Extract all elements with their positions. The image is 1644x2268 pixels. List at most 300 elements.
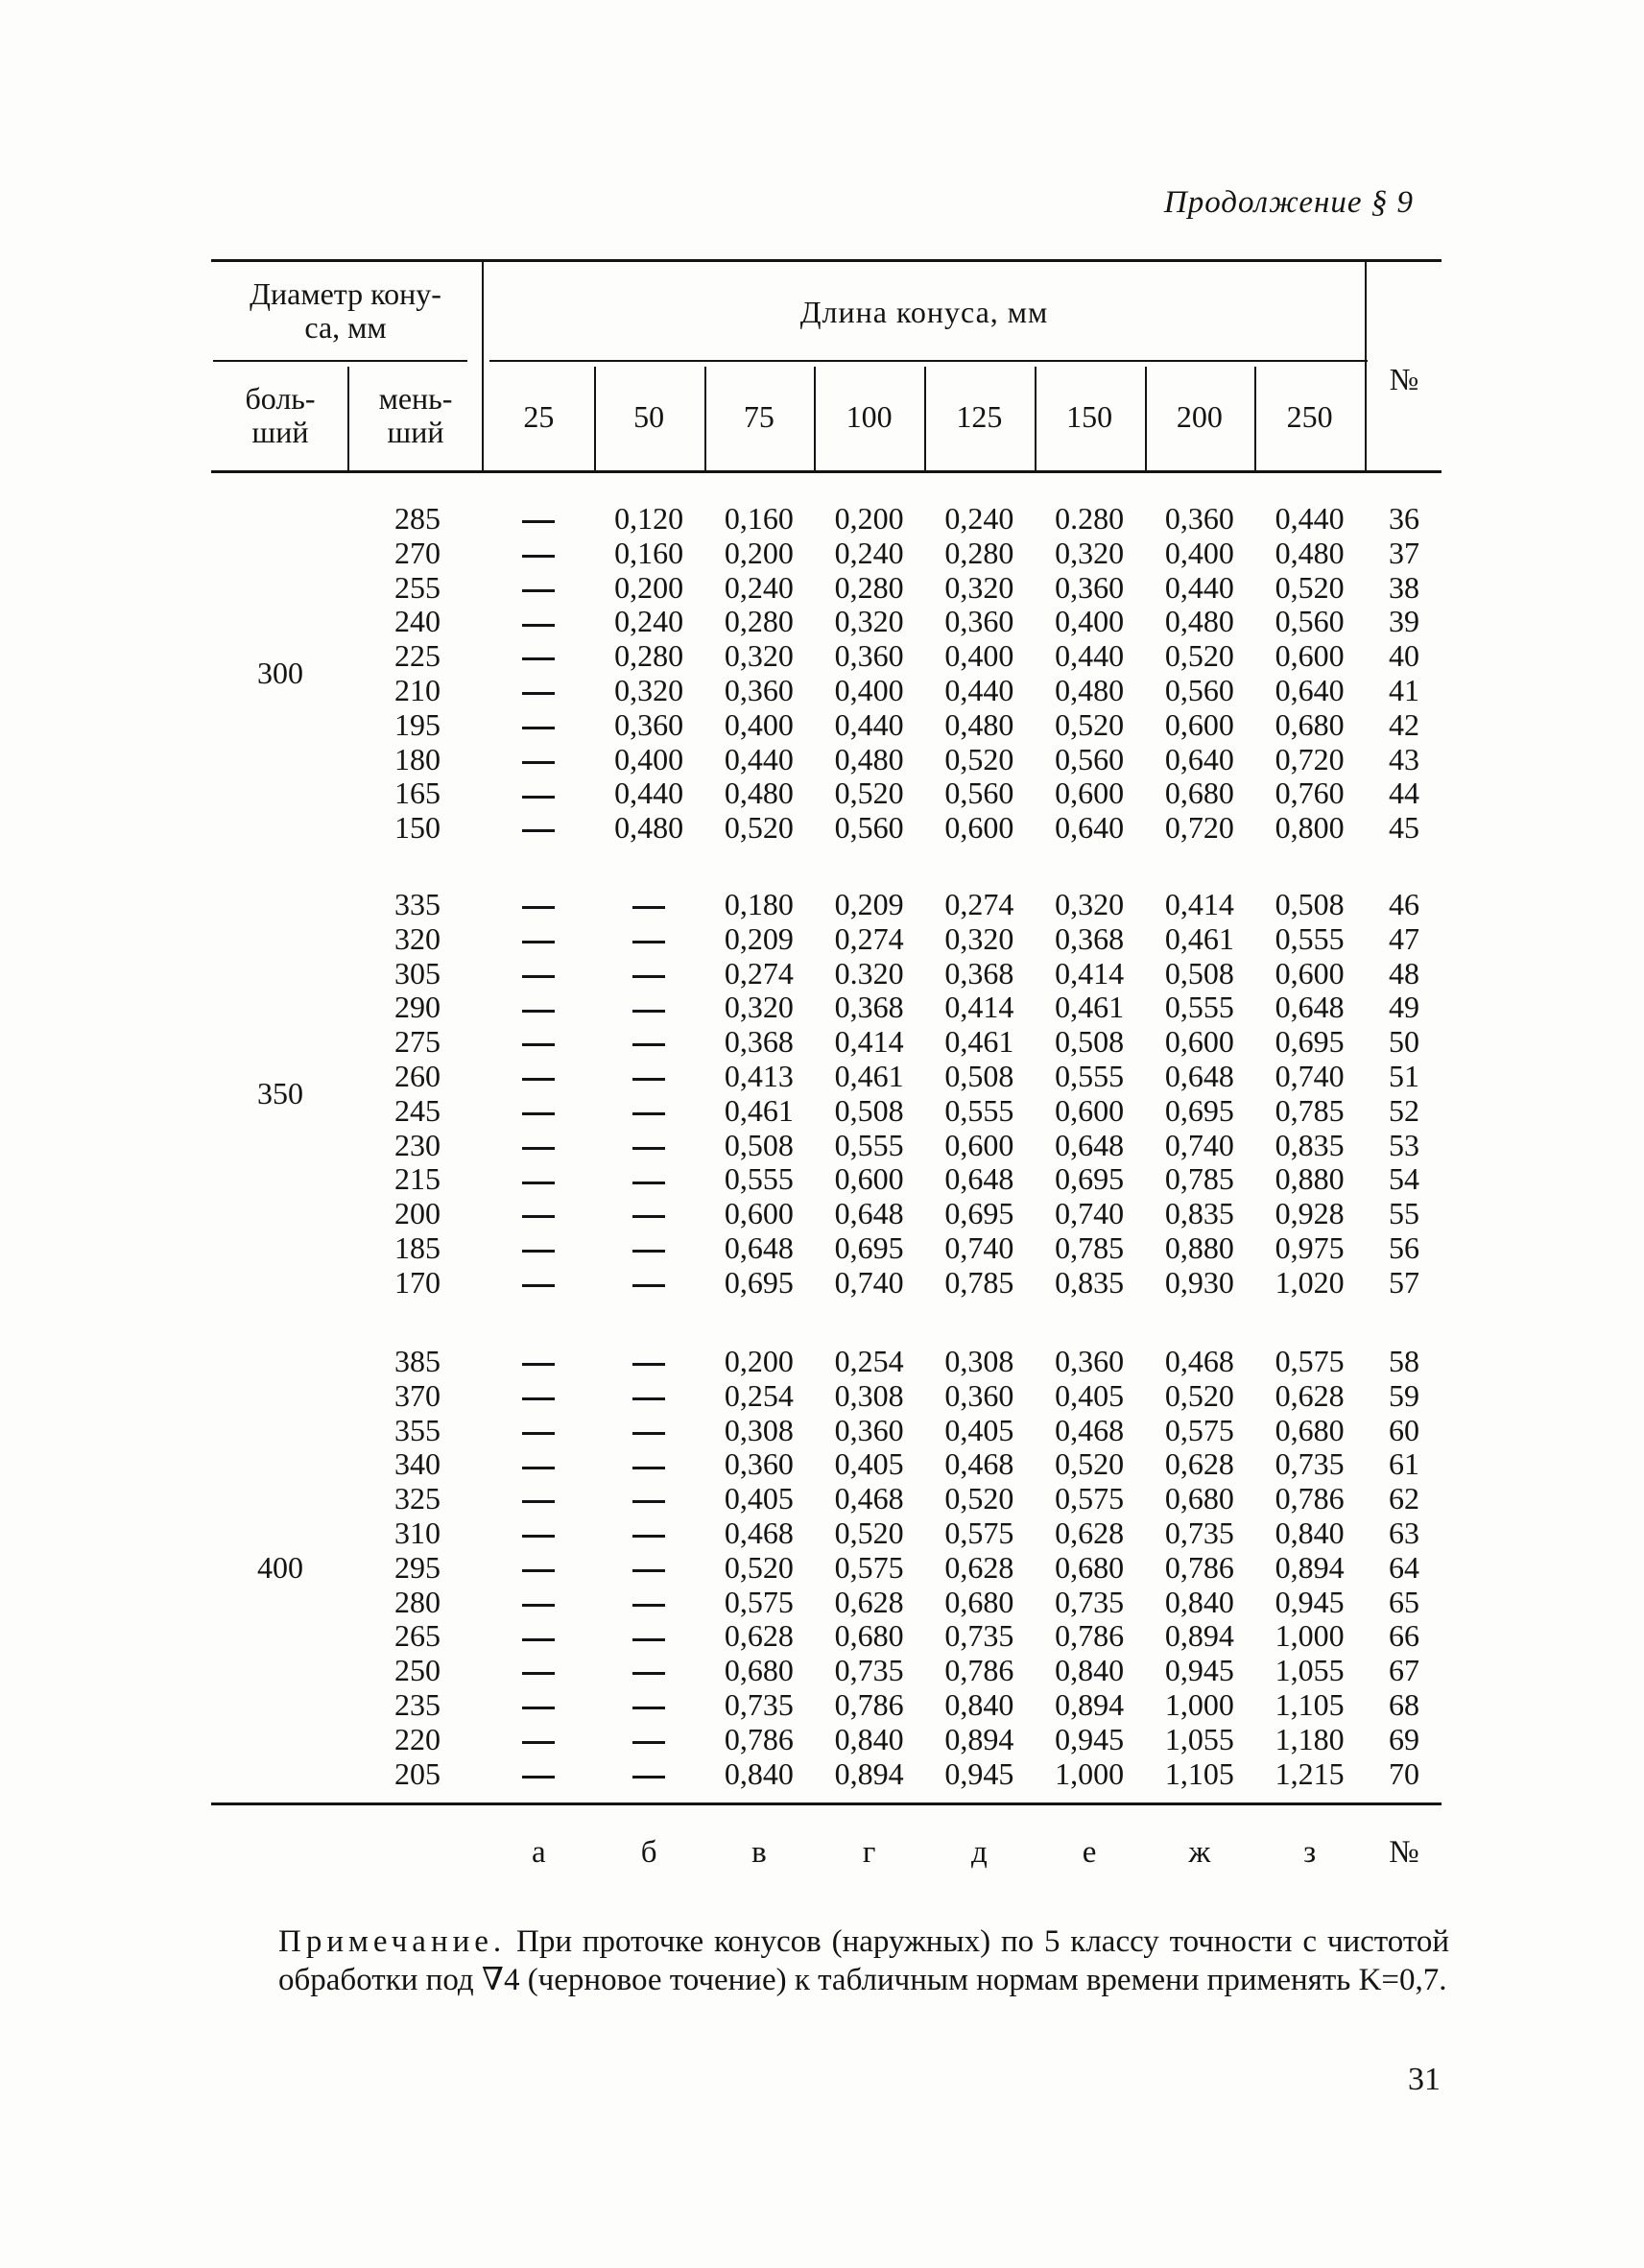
row-number: 63 <box>1389 1516 1419 1550</box>
column-letter: б <box>640 1835 657 1870</box>
time-value: 0,240 <box>944 501 1014 536</box>
dash-mark <box>522 657 555 660</box>
smaller-diameter: 320 <box>394 920 441 956</box>
time-value: 0,520 <box>1164 1377 1234 1413</box>
column-letter: ж <box>1188 1835 1211 1870</box>
time-value <box>484 1196 594 1230</box>
time-value: 0,360 <box>724 1446 794 1482</box>
time-value: 0,735 <box>944 1618 1014 1654</box>
time-value: 0,975 <box>1275 1230 1345 1265</box>
time-value: 0,440 <box>1275 501 1345 536</box>
smaller-diameter: 260 <box>394 1059 441 1093</box>
dash-mark <box>522 1043 555 1046</box>
time-value <box>594 1446 704 1481</box>
dash-mark <box>632 1707 665 1709</box>
time-value: 0,680 <box>834 1618 904 1654</box>
smaller-diameter: 290 <box>394 990 441 1025</box>
time-value: 0,120 <box>614 501 684 536</box>
time-value: 0,508 <box>1275 887 1345 921</box>
time-value: 0,680 <box>944 1584 1014 1619</box>
time-value <box>594 990 704 1024</box>
smaller-diameter: 255 <box>394 569 441 605</box>
number-header: № <box>1389 361 1419 396</box>
time-value <box>594 1230 704 1265</box>
time-value: 0,575 <box>1055 1481 1125 1516</box>
time-value <box>594 1344 704 1378</box>
time-value: 0,440 <box>614 776 684 811</box>
time-value: 0,575 <box>944 1516 1014 1550</box>
time-value <box>594 1550 704 1585</box>
time-value: 0,894 <box>1275 1549 1345 1585</box>
row-number: 55 <box>1389 1196 1419 1231</box>
time-value: 0,400 <box>834 673 904 707</box>
larger-diameter: 400 <box>257 1549 303 1585</box>
time-value: 0,468 <box>1055 1412 1125 1447</box>
dash-mark <box>522 1215 555 1218</box>
time-value: 0,835 <box>1055 1264 1125 1300</box>
time-value: 0,760 <box>1275 776 1345 811</box>
time-value: 0,680 <box>1055 1549 1125 1585</box>
time-value: 0,280 <box>614 638 684 674</box>
time-value: 0,880 <box>1164 1230 1234 1265</box>
time-value: 0,640 <box>1164 741 1234 776</box>
length-header: Длина конуса, мм <box>799 294 1049 329</box>
time-value <box>484 1653 594 1687</box>
time-value: 0,680 <box>1275 1412 1345 1447</box>
dash-mark <box>632 1638 665 1641</box>
dash-mark <box>522 1010 555 1013</box>
row-number: 67 <box>1389 1653 1419 1688</box>
time-value: 0,600 <box>944 1127 1014 1162</box>
time-value: 0,560 <box>1055 741 1125 776</box>
time-value <box>484 501 594 536</box>
time-value: 0,680 <box>1164 776 1234 811</box>
time-value: 0,628 <box>1275 1377 1345 1413</box>
dash-mark <box>632 1397 665 1400</box>
smaller-diameter: 220 <box>394 1721 441 1756</box>
time-value: 0,508 <box>1164 955 1234 991</box>
time-value: 0,480 <box>724 776 794 811</box>
time-value: 0,628 <box>944 1549 1014 1585</box>
time-value: 0,274 <box>724 955 794 991</box>
time-value: 0,461 <box>724 1092 794 1128</box>
time-value: 0,274 <box>944 887 1014 921</box>
time-value: 0,555 <box>724 1161 794 1197</box>
time-value: 0,800 <box>1275 810 1345 846</box>
smaller-diameter: 370 <box>394 1377 441 1413</box>
time-value: 0,575 <box>834 1549 904 1585</box>
dash-mark <box>632 1432 665 1435</box>
time-value: 0,600 <box>1164 1024 1234 1060</box>
dash-mark <box>632 1467 665 1469</box>
time-value: 0,640 <box>1055 810 1125 846</box>
smaller-diameter: 165 <box>394 776 441 811</box>
row-number: 41 <box>1389 673 1419 707</box>
time-value: 0,368 <box>1055 920 1125 956</box>
time-value: 0,735 <box>1275 1446 1345 1482</box>
time-value: 0,468 <box>834 1481 904 1516</box>
time-value <box>594 1024 704 1059</box>
time-value <box>484 1516 594 1550</box>
time-value: 0,520 <box>724 1549 794 1585</box>
larger-diameter: 350 <box>257 1075 303 1110</box>
dash-mark <box>522 941 555 943</box>
time-value: 0,555 <box>1275 920 1345 956</box>
time-value: 0,508 <box>724 1127 794 1162</box>
time-value <box>594 1585 704 1619</box>
smaller-diameter: 265 <box>394 1618 441 1654</box>
time-value <box>484 1024 594 1059</box>
smaller-diameter: 250 <box>394 1653 441 1688</box>
time-value: 0,520 <box>1055 1446 1125 1482</box>
smaller-diameter: 150 <box>394 810 441 846</box>
time-value: 0,740 <box>1275 1059 1345 1093</box>
time-value: 0,928 <box>1275 1196 1345 1231</box>
time-value: 1,055 <box>1275 1653 1345 1688</box>
smaller-diameter: 270 <box>394 535 441 570</box>
time-value: 0,400 <box>724 706 794 742</box>
dash-mark <box>632 1284 665 1287</box>
time-value: 0,520 <box>834 776 904 811</box>
time-value: 0,360 <box>1055 569 1125 605</box>
dash-mark <box>522 1397 555 1400</box>
dash-mark <box>632 941 665 943</box>
row-number: 57 <box>1389 1264 1419 1300</box>
time-value: 0,480 <box>614 810 684 846</box>
time-value: 0,560 <box>834 810 904 846</box>
dash-mark <box>522 1250 555 1253</box>
smaller-diameter: 185 <box>394 1230 441 1265</box>
dash-mark <box>522 1707 555 1709</box>
time-value: 0,648 <box>1164 1059 1234 1093</box>
time-value: 0,600 <box>1055 776 1125 811</box>
time-value <box>484 604 594 638</box>
row-number: 42 <box>1389 706 1419 742</box>
row-number: 56 <box>1389 1230 1419 1265</box>
time-value: 0,320 <box>944 920 1014 956</box>
time-value: 0,785 <box>1164 1161 1234 1197</box>
smaller-diameter: 180 <box>394 741 441 776</box>
time-value <box>484 1128 594 1162</box>
column-letter: № <box>1389 1835 1419 1870</box>
time-value: 0,360 <box>724 673 794 707</box>
smaller-diameter: 170 <box>394 1264 441 1300</box>
time-value: 0,600 <box>1275 955 1345 991</box>
smaller-diameter: 205 <box>394 1755 441 1791</box>
time-value: 0,648 <box>1275 990 1345 1025</box>
time-value: 0,254 <box>834 1344 904 1378</box>
smaller-diameter: 215 <box>394 1161 441 1197</box>
time-value: 0,400 <box>614 741 684 776</box>
row-number: 59 <box>1389 1377 1419 1413</box>
time-value: 0,480 <box>834 741 904 776</box>
time-value <box>594 1128 704 1162</box>
time-value: 0,320 <box>724 638 794 674</box>
time-value: 0,695 <box>834 1230 904 1265</box>
time-value: 0,680 <box>724 1653 794 1688</box>
time-value <box>484 1344 594 1378</box>
time-value <box>594 1378 704 1413</box>
row-number: 50 <box>1389 1024 1419 1060</box>
time-value <box>484 1550 594 1585</box>
time-value: 0,648 <box>834 1196 904 1231</box>
time-value <box>484 810 594 845</box>
time-value: 0,413 <box>724 1059 794 1093</box>
row-number: 39 <box>1389 604 1419 639</box>
time-value: 0,440 <box>944 673 1014 707</box>
dash-mark <box>522 829 555 832</box>
time-value: 0,740 <box>834 1264 904 1300</box>
smaller-diameter: 240 <box>394 604 441 639</box>
length-col-header: 200 <box>1176 398 1223 434</box>
time-value: 0,360 <box>834 1412 904 1447</box>
time-value: 0,508 <box>834 1092 904 1128</box>
time-value: 0,320 <box>1055 887 1125 921</box>
time-value: 0,160 <box>614 535 684 570</box>
smaller-diameter: 385 <box>394 1344 441 1378</box>
row-number: 45 <box>1389 810 1419 846</box>
smaller-diameter: 335 <box>394 887 441 921</box>
length-col-header: 250 <box>1286 398 1333 434</box>
diameter-sub-rule <box>213 360 467 362</box>
table-bottom-rule <box>211 1802 1441 1805</box>
time-value <box>484 1059 594 1093</box>
time-value <box>484 638 594 673</box>
time-value: 0,740 <box>1164 1127 1234 1162</box>
page-number: 31 <box>1408 2062 1441 2097</box>
time-value: 0,648 <box>724 1230 794 1265</box>
row-number: 68 <box>1389 1687 1419 1722</box>
time-value: 0,520 <box>944 741 1014 776</box>
time-value: 0,894 <box>1164 1618 1234 1654</box>
row-number: 37 <box>1389 535 1419 570</box>
time-value <box>484 990 594 1024</box>
time-value <box>594 1481 704 1516</box>
time-value: 0,400 <box>1164 535 1234 570</box>
time-value: 0,254 <box>724 1377 794 1413</box>
row-number: 49 <box>1389 990 1419 1025</box>
smaller-diameter: 210 <box>394 673 441 707</box>
time-value: 0,200 <box>724 535 794 570</box>
time-value: 0,735 <box>724 1687 794 1722</box>
time-value: 0,480 <box>1275 535 1345 570</box>
time-value: 0,200 <box>724 1344 794 1378</box>
time-value: 0,560 <box>1275 604 1345 639</box>
time-value: 0,628 <box>834 1584 904 1619</box>
time-value: 0,480 <box>1055 673 1125 707</box>
length-col-header: 50 <box>633 398 665 434</box>
time-value: 0,628 <box>1055 1516 1125 1550</box>
time-value <box>594 1653 704 1687</box>
time-value: 0,695 <box>1164 1092 1234 1128</box>
dash-mark <box>522 1569 555 1572</box>
note-lead: Примечание. <box>278 1924 507 1959</box>
dash-mark <box>632 1500 665 1503</box>
time-value: 0,575 <box>724 1584 794 1619</box>
dash-mark <box>522 761 555 764</box>
time-value: 0,480 <box>1164 604 1234 639</box>
time-value: 0,680 <box>1275 706 1345 742</box>
time-value: 0,280 <box>834 569 904 605</box>
time-value: 0,360 <box>1164 501 1234 536</box>
time-value <box>594 1687 704 1722</box>
smaller-diameter: 230 <box>394 1127 441 1162</box>
time-value: 0,461 <box>834 1059 904 1093</box>
time-value <box>484 1230 594 1265</box>
time-value: 1,000 <box>1055 1755 1125 1791</box>
dash-mark <box>632 1010 665 1013</box>
time-value <box>594 1059 704 1093</box>
dash-mark <box>522 589 555 592</box>
column-letter: д <box>970 1835 988 1870</box>
smaller-diameter: 305 <box>394 955 441 991</box>
time-value: 0,945 <box>944 1755 1014 1791</box>
dash-mark <box>632 906 665 909</box>
time-value: 0,520 <box>724 810 794 846</box>
time-value: 0,368 <box>834 990 904 1025</box>
time-value: 0,735 <box>1164 1516 1234 1550</box>
time-value <box>484 887 594 921</box>
time-value: 0,945 <box>1055 1721 1125 1756</box>
continuation-heading: Продолжение § 9 <box>1163 185 1414 220</box>
row-number: 40 <box>1389 638 1419 674</box>
time-value <box>594 1093 704 1128</box>
length-col-header: 25 <box>523 398 555 434</box>
smaller-diameter: 275 <box>394 1024 441 1060</box>
time-value: 0,400 <box>1055 604 1125 639</box>
time-value: 0,508 <box>1055 1024 1125 1060</box>
time-value: 0,785 <box>1055 1230 1125 1265</box>
time-value: 0,461 <box>944 1024 1014 1060</box>
dash-mark <box>522 624 555 627</box>
dash-mark <box>522 1741 555 1744</box>
dash-mark <box>522 727 555 729</box>
time-value: 0,648 <box>1055 1127 1125 1162</box>
larger-diameter: 300 <box>257 656 303 691</box>
time-value: 0,405 <box>944 1412 1014 1447</box>
smaller-diameter: 355 <box>394 1412 441 1447</box>
time-value: 0,274 <box>834 920 904 956</box>
time-value: 0,180 <box>724 887 794 921</box>
dash-mark <box>522 1078 555 1081</box>
time-value: 0,785 <box>944 1264 1014 1300</box>
time-value: 0,840 <box>724 1755 794 1791</box>
time-value <box>594 1756 704 1791</box>
header-bottom-rule <box>211 470 1441 473</box>
row-number: 70 <box>1389 1755 1419 1791</box>
time-value: 0,520 <box>1055 706 1125 742</box>
dash-mark <box>522 1182 555 1184</box>
time-value: 0,600 <box>1275 638 1345 674</box>
time-value: 0,368 <box>724 1024 794 1060</box>
time-value: 0,440 <box>1055 638 1125 674</box>
time-value: 0,560 <box>944 776 1014 811</box>
note-paragraph <box>278 1922 1449 1999</box>
row-number: 43 <box>1389 741 1419 776</box>
column-letter: в <box>751 1835 767 1870</box>
dash-mark <box>522 1112 555 1115</box>
row-number: 60 <box>1389 1412 1419 1447</box>
time-value: 0,200 <box>614 569 684 605</box>
time-value: 0,560 <box>1164 673 1234 707</box>
time-value: 0,405 <box>724 1481 794 1516</box>
time-value: 0,320 <box>614 673 684 707</box>
time-value: 0,200 <box>834 501 904 536</box>
time-value: 0,320 <box>1055 535 1125 570</box>
smaller-diameter: 245 <box>394 1092 441 1128</box>
column-letter: г <box>862 1835 876 1870</box>
time-value <box>594 1161 704 1196</box>
time-value: 0,400 <box>944 638 1014 674</box>
time-value: 0,945 <box>1164 1653 1234 1688</box>
time-value: 0,735 <box>834 1653 904 1688</box>
time-value: 0,600 <box>944 810 1014 846</box>
time-value: 0,786 <box>1275 1481 1345 1516</box>
time-value: 0,555 <box>944 1092 1014 1128</box>
row-number: 51 <box>1389 1059 1419 1093</box>
time-value: 0,468 <box>724 1516 794 1550</box>
time-value: 0,240 <box>834 535 904 570</box>
time-value <box>484 921 594 956</box>
time-value: 0,240 <box>724 569 794 605</box>
smaller-diameter: 285 <box>394 501 441 536</box>
time-value: 1,105 <box>1164 1755 1234 1791</box>
time-value <box>594 956 704 991</box>
row-number: 54 <box>1389 1161 1419 1197</box>
time-value: 0,520 <box>1275 569 1345 605</box>
length-sub-rule <box>489 360 1368 362</box>
time-value <box>484 1722 594 1756</box>
row-number: 58 <box>1389 1344 1419 1378</box>
time-value: 0,786 <box>1164 1549 1234 1585</box>
time-value: 0,461 <box>1055 990 1125 1025</box>
time-value <box>484 1161 594 1196</box>
smaller-diameter: 235 <box>394 1687 441 1722</box>
time-value: 0,209 <box>834 887 904 921</box>
time-value <box>484 1378 594 1413</box>
time-value <box>484 1687 594 1722</box>
time-value: 0,695 <box>724 1264 794 1300</box>
row-number: 44 <box>1389 776 1419 811</box>
time-value: 0,320 <box>724 990 794 1025</box>
time-value <box>594 1516 704 1550</box>
time-value: 0,600 <box>834 1161 904 1197</box>
dash-mark <box>522 1776 555 1779</box>
time-value: 0.320 <box>834 955 904 991</box>
time-value: 0,280 <box>724 604 794 639</box>
time-value: 0,945 <box>1275 1584 1345 1619</box>
time-value <box>594 1618 704 1653</box>
time-value: 0,414 <box>944 990 1014 1025</box>
time-value: 0,648 <box>944 1161 1014 1197</box>
time-value <box>484 1265 594 1300</box>
time-value: 0,720 <box>1164 810 1234 846</box>
row-number: 62 <box>1389 1481 1419 1516</box>
time-value: 0,414 <box>1164 887 1234 921</box>
time-value: 0,628 <box>1164 1446 1234 1482</box>
time-value: 1,000 <box>1275 1618 1345 1654</box>
time-value: 0,695 <box>1275 1024 1345 1060</box>
dash-mark <box>522 1432 555 1435</box>
diameter-header: Диаметр кону- са, мм <box>250 276 441 345</box>
dash-mark <box>632 1112 665 1115</box>
time-value: 0,405 <box>834 1446 904 1482</box>
time-value: 0,894 <box>834 1755 904 1791</box>
table-top-rule <box>211 259 1441 262</box>
time-value <box>484 1446 594 1481</box>
time-value: 0,786 <box>724 1721 794 1756</box>
time-value: 0,480 <box>944 706 1014 742</box>
